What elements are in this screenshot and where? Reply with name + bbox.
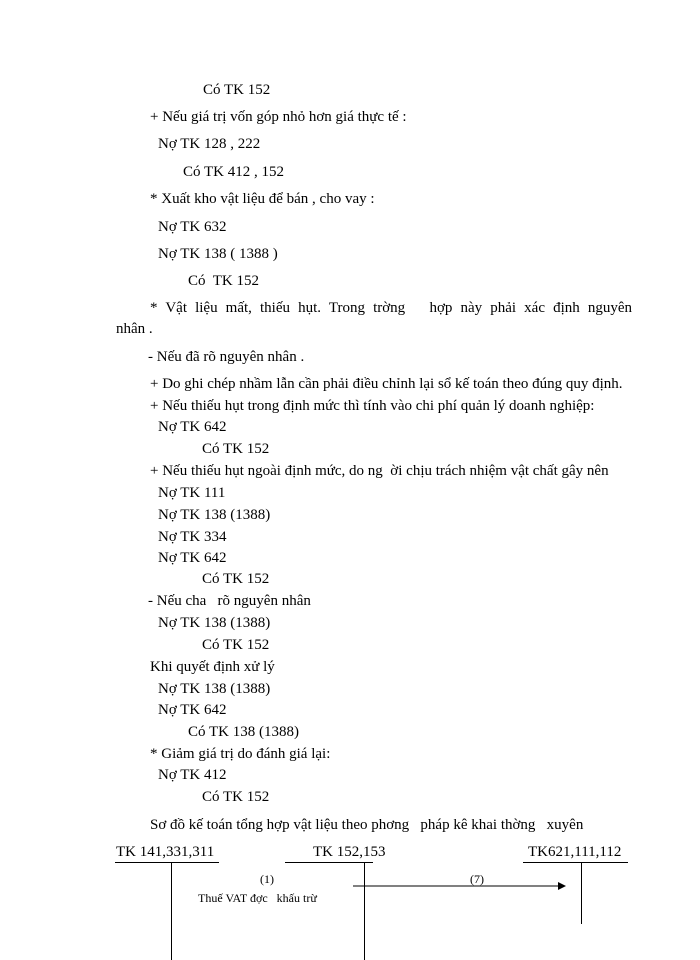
text-line: Có TK 152 xyxy=(202,571,270,587)
text-line: + Nếu thiếu hụt ngoài định mức, do ng ời chịu trách nhiệm vật chất gây nên xyxy=(150,463,609,479)
text-line: + Nếu thiếu hụt trong định mức thì tính vào chi phí quản lý doanh nghiệp: xyxy=(150,398,595,414)
text-line: Nợ TK 642 xyxy=(158,419,227,435)
step-7-label: (7) xyxy=(470,872,484,886)
text-line: Có TK 152 xyxy=(188,273,259,289)
text-line: Có TK 152 xyxy=(202,637,270,653)
arrow-right-icon xyxy=(350,880,570,892)
text-line: * Vật liệu mất, thiếu hụt. Trong trờng hợp này phải xác định nguyên xyxy=(150,300,632,316)
account-left-stem xyxy=(171,862,172,960)
account-mid-label: TK 152,153 xyxy=(313,844,386,860)
text-line: - Nếu đã rõ nguyên nhân . xyxy=(148,349,305,365)
text-line: Có TK 152 xyxy=(202,441,270,457)
text-line: Nợ TK 138 (1388) xyxy=(158,681,271,697)
text-line: Nợ TK 642 xyxy=(158,550,227,566)
step-1-label: (1) xyxy=(260,872,274,886)
text-line: Nợ TK 334 xyxy=(158,529,227,545)
text-line: Khi quyết định xử lý xyxy=(150,659,275,675)
account-mid-stem xyxy=(364,862,365,960)
text-line: Nợ TK 632 xyxy=(158,219,227,235)
text-line: + Nếu giá trị vốn góp nhỏ hơn giá thực tế : xyxy=(150,109,407,125)
account-left-label: TK 141,331,311 xyxy=(116,844,215,860)
text-line: Nợ TK 138 (1388) xyxy=(158,615,271,631)
text-line: Nợ TK 128 , 222 xyxy=(158,136,261,152)
text-line: Nợ TK 111 xyxy=(158,485,226,501)
text-line: Có TK 152 xyxy=(202,789,270,805)
text-line: Sơ đồ kế toán tổng hợp vật liệu theo phơng pháp kê khai thờng xuyên xyxy=(150,817,584,833)
text-line: * Giảm giá trị do đánh giá lại: xyxy=(150,746,331,762)
account-left-rule xyxy=(115,862,219,863)
text-line: + Do ghi chép nhầm lẫn cần phải điều chỉnh lại sổ kế toán theo đúng quy định. xyxy=(150,376,623,392)
text-line: Có TK 152 xyxy=(203,82,271,98)
text-line: Nợ TK 138 (1388) xyxy=(158,507,271,523)
text-line: nhân . xyxy=(116,321,153,337)
text-line: Nợ TK 642 xyxy=(158,702,227,718)
text-line: Có TK 412 , 152 xyxy=(183,164,284,180)
text-line: - Nếu cha rõ nguyên nhân xyxy=(148,593,311,609)
account-right-label: TK621,111,112 xyxy=(528,844,622,860)
text-line: Nợ TK 412 xyxy=(158,767,227,783)
account-right-stem xyxy=(581,862,582,924)
vat-label: Thuế VAT đợc khấu trừ xyxy=(198,891,317,905)
text-line: * Xuất kho vật liệu để bán , cho vay : xyxy=(150,191,375,207)
text-line: Có TK 138 (1388) xyxy=(188,724,299,740)
text-line: Nợ TK 138 ( 1388 ) xyxy=(158,246,278,262)
account-right-rule xyxy=(523,862,628,863)
account-mid-rule xyxy=(285,862,373,863)
